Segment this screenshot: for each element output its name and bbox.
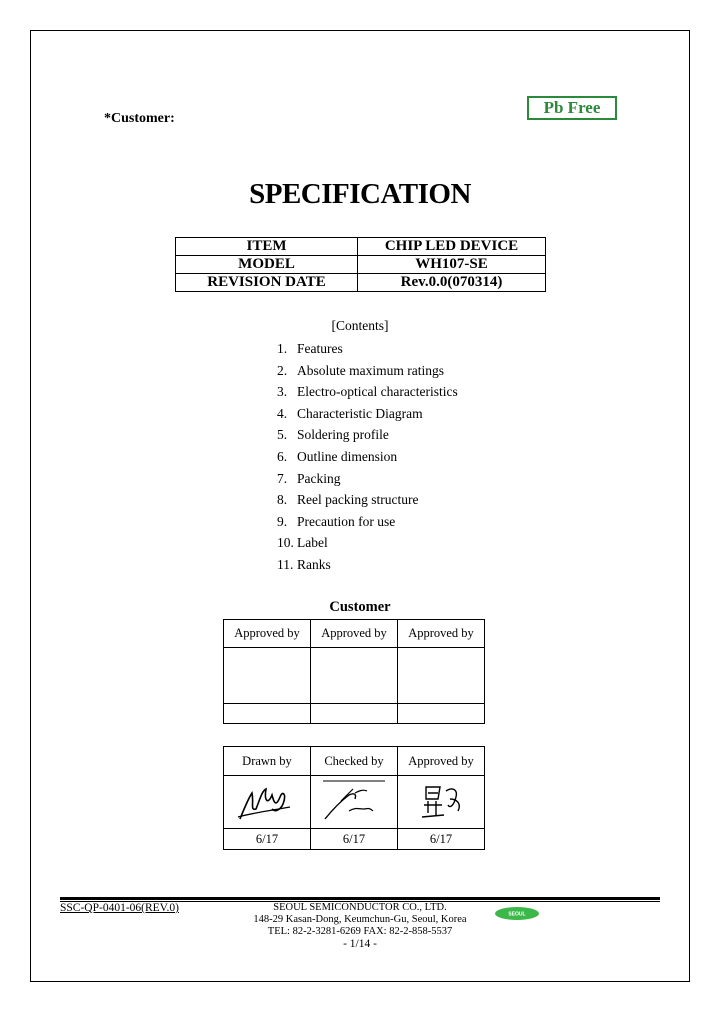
- page-number: - 1/14 -: [343, 938, 377, 950]
- list-item-label: Packing: [297, 470, 341, 486]
- page-title: SPECIFICATION: [249, 178, 471, 210]
- date-cell: 6/17: [224, 829, 311, 850]
- list-item: [277, 381, 458, 403]
- signature-cell: [311, 776, 398, 829]
- customer-approval-heading: Customer: [329, 599, 391, 615]
- list-item-number: 3.: [277, 384, 288, 400]
- signature-cell: [398, 776, 485, 829]
- table-row: [224, 648, 485, 704]
- customer-approval-table: [223, 619, 485, 724]
- company-info: [0, 902, 720, 938]
- approved-by-header: Approved by: [224, 620, 311, 648]
- list-item-label: Reel packing structure: [297, 492, 419, 508]
- item-label: ITEM: [176, 238, 358, 256]
- list-item-number: 10.: [277, 535, 294, 551]
- table-row: [224, 776, 485, 829]
- signature-cell: [398, 648, 485, 704]
- approved-by-header: Approved by: [398, 747, 485, 776]
- drawn-by-signature-icon: [232, 779, 302, 825]
- list-item-label: Characteristic Diagram: [297, 405, 423, 421]
- revision-date-value: Rev.0.0(070314): [358, 274, 546, 292]
- pb-free-badge: Pb Free: [527, 96, 617, 120]
- list-item-number: 4.: [277, 405, 288, 421]
- approved-by-header: Approved by: [311, 620, 398, 648]
- list-item-label: Absolute maximum ratings: [297, 362, 444, 378]
- model-value: WH107-SE: [358, 256, 546, 274]
- list-item: [277, 446, 458, 468]
- list-item-number: 9.: [277, 513, 288, 529]
- seoul-logo-icon: [494, 906, 540, 921]
- table-row: [224, 704, 485, 724]
- table-row: [224, 620, 485, 648]
- company-contact: TEL: 82-2-3281-6269 FAX: 82-2-858-5537: [267, 926, 453, 937]
- list-item-label: Features: [297, 341, 343, 356]
- list-item-number: 1.: [277, 341, 288, 356]
- document-number: SSC-QP-0401-06(REV.0): [60, 902, 179, 914]
- date-cell: 6/17: [311, 829, 398, 850]
- company-address: 148-29 Kasan-Dong, Keumchun-Gu, Seoul, Korea: [253, 914, 467, 925]
- contents-title: [Contents]: [331, 318, 389, 333]
- item-value: CHIP LED DEVICE: [358, 238, 546, 256]
- contents-list: [277, 338, 458, 576]
- list-item-label: Outline dimension: [297, 448, 398, 464]
- company-name: SEOUL SEMICONDUCTOR CO., LTD.: [273, 902, 447, 913]
- list-item-label: Precaution for use: [297, 513, 396, 529]
- list-item: [277, 403, 458, 425]
- list-item: [277, 360, 458, 382]
- date-cell: 6/17: [398, 829, 485, 850]
- list-item-number: 5.: [277, 427, 288, 443]
- table-row: [176, 238, 546, 256]
- info-table: [175, 237, 546, 292]
- list-item-number: 7.: [277, 470, 288, 486]
- table-row: [176, 274, 546, 292]
- customer-label: *Customer:: [104, 111, 175, 126]
- checked-by-signature-icon: [319, 779, 389, 825]
- table-row: [224, 747, 485, 776]
- approved-by-signature-icon: [406, 779, 476, 825]
- table-row: [176, 256, 546, 274]
- list-item-number: 8.: [277, 492, 288, 508]
- footer-rule: [60, 897, 660, 900]
- list-item-number: 2.: [277, 362, 288, 378]
- svg-text:SEOUL: SEOUL: [508, 911, 526, 918]
- list-item: [277, 489, 458, 511]
- date-cell: [311, 704, 398, 724]
- internal-approval-table: [223, 746, 485, 850]
- date-cell: [224, 704, 311, 724]
- list-item: [277, 338, 458, 360]
- list-item: [277, 554, 458, 576]
- date-cell: [398, 704, 485, 724]
- signature-cell: [224, 648, 311, 704]
- list-item-label: Soldering profile: [297, 427, 389, 443]
- model-label: MODEL: [176, 256, 358, 274]
- list-item: [277, 532, 458, 554]
- list-item-label: Label: [297, 535, 328, 551]
- list-item: [277, 468, 458, 490]
- revision-date-label: REVISION DATE: [176, 274, 358, 292]
- signature-cell: [224, 776, 311, 829]
- approved-by-header: Approved by: [398, 620, 485, 648]
- signature-cell: [311, 648, 398, 704]
- list-item: [277, 424, 458, 446]
- checked-by-header: Checked by: [311, 747, 398, 776]
- table-row: [224, 829, 485, 850]
- list-item-label: Ranks: [297, 556, 331, 572]
- list-item: [277, 511, 458, 533]
- drawn-by-header: Drawn by: [224, 747, 311, 776]
- list-item-number: 11.: [277, 556, 294, 572]
- list-item-label: Electro-optical characteristics: [297, 384, 458, 400]
- list-item-number: 6.: [277, 448, 288, 464]
